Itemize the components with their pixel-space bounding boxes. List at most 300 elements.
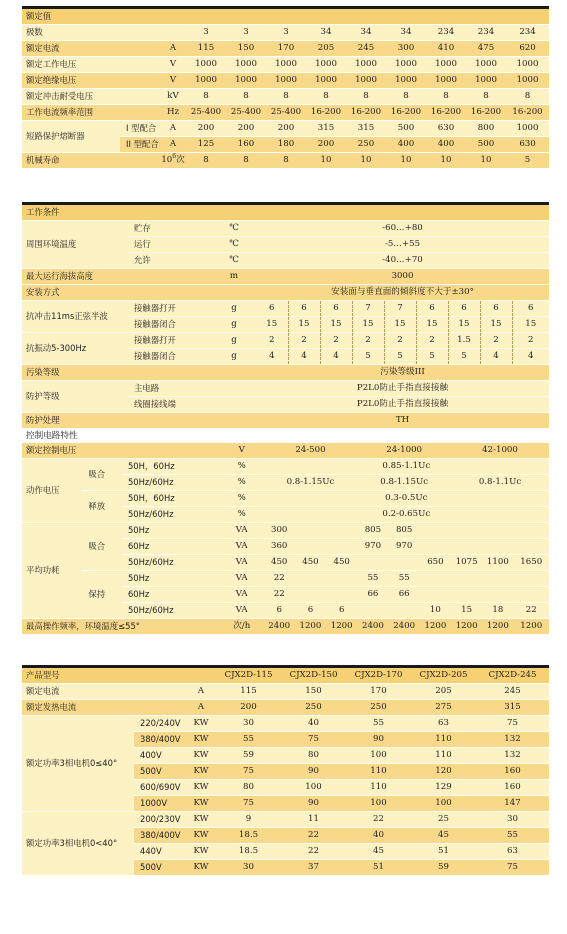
value-cell: 16-200: [426, 105, 466, 121]
value-cell: 2: [512, 333, 549, 349]
value-cell: 80: [216, 780, 281, 796]
value-cell: 100: [346, 748, 411, 764]
row-label: 最高操作频率，环境温度≤55°: [22, 619, 220, 635]
value-cell: 51: [411, 844, 476, 860]
value-cell: 170: [346, 684, 411, 700]
value-cell: 45: [346, 844, 411, 860]
value-cell: [326, 523, 357, 539]
value-cell: 安装面与垂直面的倾斜度不大于±30°: [256, 285, 549, 301]
value-cell: [482, 539, 513, 555]
unit-cell: VA: [220, 603, 264, 619]
unit-cell: [160, 25, 186, 41]
value-cell: 2400: [389, 619, 420, 635]
value-cell: 16-200: [386, 105, 426, 121]
value-cell: 1000: [466, 73, 506, 89]
fuse-row: [22, 121, 549, 137]
value-cell: 25-400: [186, 105, 226, 121]
ratings-row: [22, 57, 549, 73]
value-cell: 15: [384, 317, 416, 333]
group-label: 吸合: [82, 459, 122, 491]
sub-label: 接触器打开: [128, 301, 212, 317]
value-cell: [420, 523, 451, 539]
value-cell: 6: [288, 301, 320, 317]
value-cell: 25: [411, 812, 476, 828]
unit-base: 10: [161, 155, 173, 165]
unit-cell: VA: [220, 539, 264, 555]
value-cell: 15: [512, 317, 549, 333]
value-cell: 10: [466, 153, 506, 169]
products-section: [22, 665, 549, 876]
unit-cell: V: [220, 443, 264, 459]
value-cell: 11: [281, 812, 346, 828]
value-cell: 3: [266, 25, 306, 41]
value-cell: [482, 571, 513, 587]
value-cell: 110: [346, 780, 411, 796]
value-cell: 475: [466, 41, 506, 57]
value-cell: 970: [389, 539, 420, 555]
value-cell: 2400: [264, 619, 295, 635]
value-cell: [513, 587, 549, 603]
value-cell: 24-500: [264, 443, 358, 459]
value-cell: [482, 523, 513, 539]
value-cell: [389, 555, 420, 571]
value-cell: 55: [476, 828, 549, 844]
value-cell: 15: [416, 317, 448, 333]
voltage-label: 200/230V: [134, 812, 186, 828]
unit-cell: KW: [186, 716, 216, 732]
value-cell: 75: [216, 764, 281, 780]
freq-label: 50Hz/60Hz: [122, 507, 220, 523]
value-cell: 2: [288, 333, 320, 349]
row-label: 额定发热电流: [22, 700, 186, 716]
unit-cell: ℃: [212, 253, 256, 269]
value-cell: 2400: [357, 619, 388, 635]
value-cell: 1000: [386, 73, 426, 89]
value-cell: 10: [426, 153, 466, 169]
sub-label: 主电路: [128, 381, 256, 397]
value-cell: 1000: [226, 57, 266, 73]
unit-cell: A: [160, 137, 186, 153]
unit-cell: KW: [186, 812, 216, 828]
value-cell: [295, 571, 326, 587]
value-cell: 115: [216, 684, 281, 700]
vibration-row: [22, 333, 549, 349]
value-cell: 6: [480, 301, 512, 317]
model-header: CJX2D-115: [216, 668, 281, 684]
protection-row: [22, 381, 549, 397]
shock-row-label: 抗冲击11ms正弦半波: [22, 301, 128, 333]
unit-cell: KW: [186, 764, 216, 780]
value-cell: 500: [466, 137, 506, 153]
value-cell: 4: [256, 349, 288, 365]
value-cell: 63: [411, 716, 476, 732]
value-cell: 315: [346, 121, 386, 137]
value-cell: 30: [216, 716, 281, 732]
value-cell: 0.3-0.5Uc: [264, 491, 549, 507]
value-cell: 10: [306, 153, 346, 169]
value-cell: -5…+55: [256, 237, 549, 253]
value-cell: 200: [266, 121, 306, 137]
value-cell: 80: [281, 748, 346, 764]
value-cell: 10: [420, 603, 451, 619]
sub-label: 接触器闭合: [128, 349, 212, 365]
value-cell: 1200: [420, 619, 451, 635]
value-cell: 16-200: [466, 105, 506, 121]
value-cell: 7: [352, 301, 384, 317]
value-cell: 250: [281, 700, 346, 716]
value-cell: 4: [480, 349, 512, 365]
value-cell: 450: [264, 555, 295, 571]
value-cell: 15: [288, 317, 320, 333]
value-cell: 234: [466, 25, 506, 41]
value-cell: 234: [506, 25, 549, 41]
unit-cell: %: [220, 507, 264, 523]
row-label: 安装方式: [22, 285, 256, 301]
value-cell: 16-200: [346, 105, 386, 121]
value-cell: 132: [476, 748, 549, 764]
value-cell: 90: [346, 732, 411, 748]
value-cell: 250: [346, 137, 386, 153]
model-header: CJX2D-170: [346, 668, 411, 684]
value-cell: 200: [226, 121, 266, 137]
value-cell: 200: [306, 137, 346, 153]
life-row: [22, 153, 549, 169]
value-cell: 15: [451, 603, 482, 619]
unit-cell: VA: [220, 587, 264, 603]
value-cell: 620: [506, 41, 549, 57]
value-cell: 0.8-1.15Uc: [264, 475, 358, 491]
value-cell: 6: [264, 603, 295, 619]
value-cell: 18.5: [216, 844, 281, 860]
value-cell: 630: [506, 137, 549, 153]
value-cell: [513, 571, 549, 587]
value-cell: 315: [476, 700, 549, 716]
conditions-section: [22, 202, 549, 443]
unit-cell: KW: [186, 796, 216, 812]
value-cell: 22: [264, 587, 295, 603]
value-cell: 5: [416, 349, 448, 365]
value-cell: 1000: [186, 73, 226, 89]
value-cell: 3: [186, 25, 226, 41]
value-cell: 1000: [506, 73, 549, 89]
value-cell: 59: [216, 748, 281, 764]
value-cell: 250: [346, 700, 411, 716]
sub-label: 接触器闭合: [128, 317, 212, 333]
unit-cell: KW: [186, 860, 216, 876]
value-cell: 9: [216, 812, 281, 828]
value-cell: 75: [281, 732, 346, 748]
value-cell: 450: [326, 555, 357, 571]
value-cell: 75: [476, 716, 549, 732]
unit-cell: %: [220, 459, 264, 475]
unit-cell: V: [160, 73, 186, 89]
value-cell: 42-1000: [451, 443, 549, 459]
row-label: 防护处理: [22, 413, 256, 429]
value-cell: [513, 539, 549, 555]
value-cell: 6: [320, 301, 352, 317]
freq-label: 60Hz: [122, 539, 220, 555]
value-cell: 1.5: [448, 333, 480, 349]
freq-label: 50Hz: [122, 571, 220, 587]
unit-cell: m: [212, 269, 256, 285]
value-cell: 8: [266, 89, 306, 105]
value-cell: 3: [226, 25, 266, 41]
row-label: 污染等级: [22, 365, 256, 381]
unit-cell: KW: [186, 780, 216, 796]
ambient-row: [22, 221, 549, 237]
model-header: CJX2D-205: [411, 668, 476, 684]
value-cell: 1000: [306, 73, 346, 89]
value-cell: P2L0防止手指直接接触: [256, 381, 549, 397]
value-cell: 200: [216, 700, 281, 716]
value-cell: 147: [476, 796, 549, 812]
group-label: 保持: [82, 571, 122, 619]
value-cell: 40: [346, 828, 411, 844]
unit-cell: A: [186, 700, 216, 716]
row-label: 额定冲击耐受电压: [22, 89, 160, 105]
value-cell: 15: [480, 317, 512, 333]
unit-cell: VA: [220, 571, 264, 587]
freq-label: 50Hz/60Hz: [122, 603, 220, 619]
unit-cell: VA: [220, 555, 264, 571]
value-cell: 25-400: [226, 105, 266, 121]
row-label: 额定电流: [22, 41, 160, 57]
ratings-row: [22, 105, 549, 121]
value-cell: 55: [216, 732, 281, 748]
value-cell: 1200: [295, 619, 326, 635]
value-cell: 90: [281, 796, 346, 812]
value-cell: 7: [384, 301, 416, 317]
value-cell: 1100: [482, 555, 513, 571]
value-cell: 75: [476, 860, 549, 876]
value-cell: 15: [320, 317, 352, 333]
value-cell: 1075: [451, 555, 482, 571]
row-label: 机械寿命: [22, 153, 160, 169]
value-cell: 55: [357, 571, 388, 587]
value-cell: 500: [386, 121, 426, 137]
value-cell: [295, 587, 326, 603]
value-cell: 8: [226, 153, 266, 169]
treatment-row: [22, 413, 549, 429]
value-cell: 300: [386, 41, 426, 57]
value-cell: 205: [411, 684, 476, 700]
sub-label: 运行: [128, 237, 212, 253]
value-cell: [357, 603, 388, 619]
value-cell: 120: [411, 764, 476, 780]
value-cell: 5: [506, 153, 549, 169]
motor-power-row: [22, 716, 549, 732]
value-cell: 245: [346, 41, 386, 57]
value-cell: 8: [186, 153, 226, 169]
value-cell: 22: [281, 828, 346, 844]
value-cell: 400: [386, 137, 426, 153]
voltage-label: 440V: [134, 844, 186, 860]
rated-control-row: [22, 443, 549, 459]
conditions-table: [22, 205, 549, 429]
freq-label: 50Hz: [122, 523, 220, 539]
value-cell: 2: [352, 333, 384, 349]
value-cell: 6: [326, 603, 357, 619]
value-cell: 315: [306, 121, 346, 137]
row-label: 最大运行海拔高度: [22, 269, 212, 285]
value-cell: 污染等级III: [256, 365, 549, 381]
value-cell: 5: [448, 349, 480, 365]
value-cell: 1650: [513, 555, 549, 571]
value-cell: 2: [480, 333, 512, 349]
value-cell: 1000: [266, 73, 306, 89]
freq-label: 50Hz/60Hz: [122, 475, 220, 491]
value-cell: 6: [416, 301, 448, 317]
row-label: 额定工作电压: [22, 57, 160, 73]
voltage-label: 380/400V: [134, 732, 186, 748]
value-cell: 8: [386, 89, 426, 105]
value-cell: 0.8-1.1Uc: [451, 475, 549, 491]
action-voltage-row: [22, 491, 549, 507]
value-cell: [326, 571, 357, 587]
ratings-row: [22, 25, 549, 41]
value-cell: 650: [420, 555, 451, 571]
value-cell: 2: [256, 333, 288, 349]
value-cell: 1000: [226, 73, 266, 89]
value-cell: 22: [264, 571, 295, 587]
voltage-label: 600/690V: [134, 780, 186, 796]
fuse-label: 短路保护熔断器: [22, 121, 120, 153]
value-cell: 234: [426, 25, 466, 41]
value-cell: 75: [216, 796, 281, 812]
value-cell: 8: [226, 89, 266, 105]
value-cell: 1000: [506, 57, 549, 73]
value-cell: 63: [476, 844, 549, 860]
value-cell: 110: [411, 732, 476, 748]
value-cell: 1000: [306, 57, 346, 73]
value-cell: [451, 571, 482, 587]
value-cell: 800: [466, 121, 506, 137]
value-cell: 16-200: [306, 105, 346, 121]
value-cell: 22: [281, 844, 346, 860]
value-cell: 30: [476, 812, 549, 828]
group-label: 吸合: [82, 523, 122, 571]
value-cell: 8: [266, 153, 306, 169]
value-cell: 1000: [346, 57, 386, 73]
value-cell: 45: [411, 828, 476, 844]
value-cell: 805: [389, 523, 420, 539]
value-cell: P2L0防止手指直接接触: [256, 397, 549, 413]
value-cell: 160: [476, 780, 549, 796]
value-cell: [295, 523, 326, 539]
voltage-label: 400V: [134, 748, 186, 764]
unit-cell: A: [160, 41, 186, 57]
value-cell: 15: [352, 317, 384, 333]
value-cell: 275: [411, 700, 476, 716]
control-section-title: 控制电路特性: [26, 431, 78, 441]
value-cell: 18: [482, 603, 513, 619]
ratings-table: [22, 9, 549, 169]
value-cell: 6: [256, 301, 288, 317]
unit-cell: kV: [160, 89, 186, 105]
value-cell: 300: [264, 523, 295, 539]
value-cell: 59: [411, 860, 476, 876]
value-cell: [357, 555, 388, 571]
unit-cell: KW: [186, 748, 216, 764]
value-cell: 34: [306, 25, 346, 41]
protection-label: 防护等级: [22, 381, 128, 413]
freq-label: 50Hz/60Hz: [122, 555, 220, 571]
conditions-header-row: [22, 205, 549, 221]
unit-cell: VA: [220, 523, 264, 539]
value-cell: 2: [384, 333, 416, 349]
value-cell: 125: [186, 137, 226, 153]
model-header: CJX2D-150: [281, 668, 346, 684]
value-cell: 8: [306, 89, 346, 105]
freq-label: 50H，60Hz: [122, 459, 220, 475]
value-cell: [326, 539, 357, 555]
value-cell: 66: [389, 587, 420, 603]
unit-cell: KW: [186, 844, 216, 860]
value-cell: 2: [320, 333, 352, 349]
value-cell: 115: [186, 41, 226, 57]
section-title: 产品型号: [22, 668, 216, 684]
value-cell: 8: [466, 89, 506, 105]
unit-cell: ℃: [212, 237, 256, 253]
value-cell: 110: [346, 764, 411, 780]
row-label: 工作电流频率范围: [22, 105, 160, 121]
voltage-label: 220/240V: [134, 716, 186, 732]
value-cell: -60…+80: [256, 221, 549, 237]
pollution-row: [22, 365, 549, 381]
value-cell: [451, 539, 482, 555]
value-cell: 30: [216, 860, 281, 876]
value-cell: 630: [426, 121, 466, 137]
sub-label: 接触器打开: [128, 333, 212, 349]
sub-label: II 型配合: [120, 137, 160, 153]
freq-label: 50H，60Hz: [122, 491, 220, 507]
group-label: 释放: [82, 491, 122, 523]
value-cell: 1200: [513, 619, 549, 635]
control-section: [22, 443, 549, 635]
ratings-header-row: [22, 9, 549, 25]
value-cell: [451, 587, 482, 603]
value-cell: 24-1000: [357, 443, 451, 459]
value-cell: 1200: [451, 619, 482, 635]
value-cell: 18.5: [216, 828, 281, 844]
value-cell: 970: [357, 539, 388, 555]
value-cell: 15: [256, 317, 288, 333]
value-cell: [295, 539, 326, 555]
value-cell: 37: [281, 860, 346, 876]
frequency-row: [22, 619, 549, 635]
value-cell: 55: [346, 716, 411, 732]
voltage-label: 1000V: [134, 796, 186, 812]
value-cell: 400: [426, 137, 466, 153]
products-header-row: [22, 668, 549, 684]
sub-label: 线圈接线端: [128, 397, 256, 413]
value-cell: 2: [416, 333, 448, 349]
value-cell: 3000: [256, 269, 549, 285]
unit-cell: %: [220, 491, 264, 507]
value-cell: 25-400: [266, 105, 306, 121]
value-cell: 360: [264, 539, 295, 555]
unit-cell: g: [212, 301, 256, 317]
unit-cell: g: [212, 349, 256, 365]
motor-power-row: [22, 812, 549, 828]
unit-cell: Hz: [160, 105, 186, 121]
value-cell: 450: [295, 555, 326, 571]
row-label: 额定控制电压: [22, 443, 220, 459]
value-cell: 1000: [386, 57, 426, 73]
value-cell: [451, 523, 482, 539]
value-cell: 0.2-0.65Uc: [264, 507, 549, 523]
value-cell: 1000: [466, 57, 506, 73]
